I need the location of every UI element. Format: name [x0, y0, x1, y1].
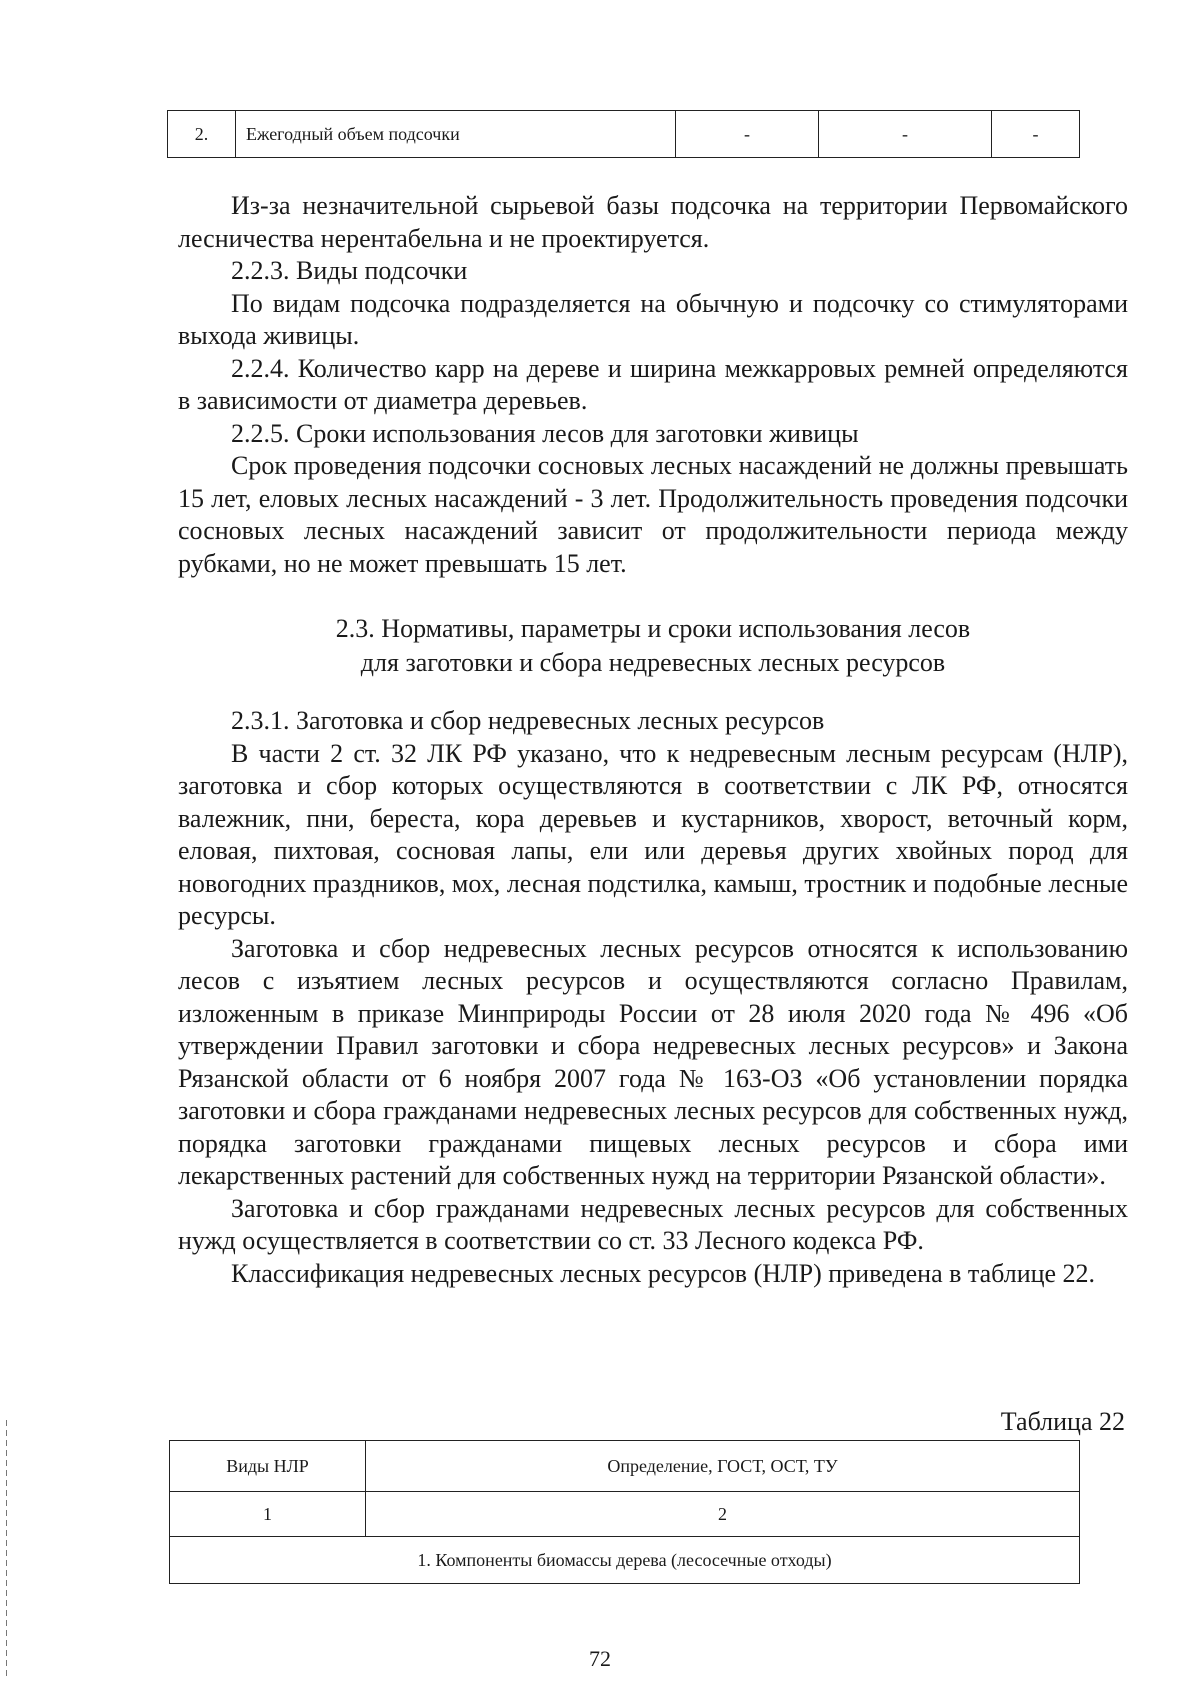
subsection-heading: 2.3.1. Заготовка и сбор недревесных лесных ресурсов — [231, 706, 825, 735]
paragraph: Заготовка и сбор недревесных лесных ресурсов относятся к использованию лесов с изъятием лесных ресурсов и осуществляются согласно Правилам, изложенным в приказе Минприроды России от 28 июля 2020 года № 496 «Об утверждении Правил заготовки и сбора недревесных лесных ресурсов» и Закона Рязанской области от 6 ноября 2007 года № 163-ОЗ «Об установлении порядка заготовки и сбора гражданами недревесных лесных ресурсов для собственных нужд, порядка заготовки гражданами пищевых лесных ресурсов и сбора ими лекарственных растений для собственных нужд на территории Рязанской области». — [178, 933, 1128, 1190]
paragraph: По видам подсочка подразделяется на обычную и подсочку со стимуляторами выхода живицы. — [178, 288, 1128, 350]
row-value-1: - — [676, 111, 819, 158]
top-table — [167, 110, 1080, 158]
table-section-row — [170, 1537, 1080, 1584]
section-heading-line-1: 2.3. Нормативы, параметры и сроки использования лесов — [335, 614, 971, 643]
row-number: 2. — [168, 111, 236, 158]
section-heading — [178, 612, 1128, 680]
table-header-row — [170, 1441, 1080, 1492]
paragraph: Срок проведения подсочки сосновых лесных насаждений не должны превышать 15 лет, еловых лесных насаждений - 3 лет. Продолжительность проведения подсочки сосновых лесных насаждений зависит от продолжительности периода между рубками, но не может превышать 15 лет. — [178, 451, 1128, 578]
text-block-b — [178, 705, 1128, 1290]
paragraph: Из-за незначительной сырьевой базы подсочка на территории Первомайского лесничества нерентабельна и не проектируется. — [178, 191, 1128, 253]
paragraph: В части 2 ст. 32 ЛК РФ указано, что к недревесным лесным ресурсам (НЛР), заготовка и сбор которых осуществляются в соответствии с ЛК РФ, относятся валежник, пни, береста, кора деревьев и кустарников, хворост, веточный корм, еловая, пихтовая, сосновая лапы, ели или деревья других хвойных пород для новогодних праздников, мох, лесная подстилка, камыш, тростник и подобные лесные ресурсы. — [178, 738, 1128, 930]
table-caption: Таблица 22 — [1000, 1407, 1125, 1436]
subsection-heading: 2.2.3. Виды подсочки — [231, 256, 468, 285]
paragraph: Заготовка и сбор гражданами недревесных лесных ресурсов для собственных нужд осуществляется в соответствии со ст. 33 Лесного кодекса РФ. — [178, 1193, 1128, 1255]
row-value-3: - — [992, 111, 1080, 158]
section-cell: 1. Компоненты биомассы дерева (лесосечные отходы) — [170, 1537, 1080, 1584]
classification-table — [169, 1440, 1080, 1584]
table-row — [168, 111, 1080, 158]
row-value-2: - — [819, 111, 992, 158]
section-heading-line-2: для заготовки и сбора недревесных лесных ресурсов — [360, 648, 946, 677]
paragraph: Классификация недревесных лесных ресурсов (НЛР) приведена в таблице 22. — [231, 1258, 1096, 1288]
paragraph: 2.2.4. Количество карр на дереве и ширина межкарровых ремней определяются в зависимости от диаметра деревьев. — [178, 353, 1128, 415]
table-number-row — [170, 1492, 1080, 1537]
row-name: Ежегодный объем подсочки — [236, 111, 676, 158]
header-cell: Виды НЛР — [170, 1441, 366, 1492]
subsection-heading: 2.2.5. Сроки использования лесов для заготовки живицы — [231, 418, 859, 448]
number-cell: 1 — [170, 1492, 366, 1537]
page-number: 72 — [589, 1646, 611, 1671]
text-block-a — [178, 190, 1128, 580]
header-cell: Определение, ГОСТ, ОСТ, ТУ — [366, 1441, 1080, 1492]
scan-margin-mark — [6, 1420, 7, 1680]
number-cell: 2 — [366, 1492, 1080, 1537]
